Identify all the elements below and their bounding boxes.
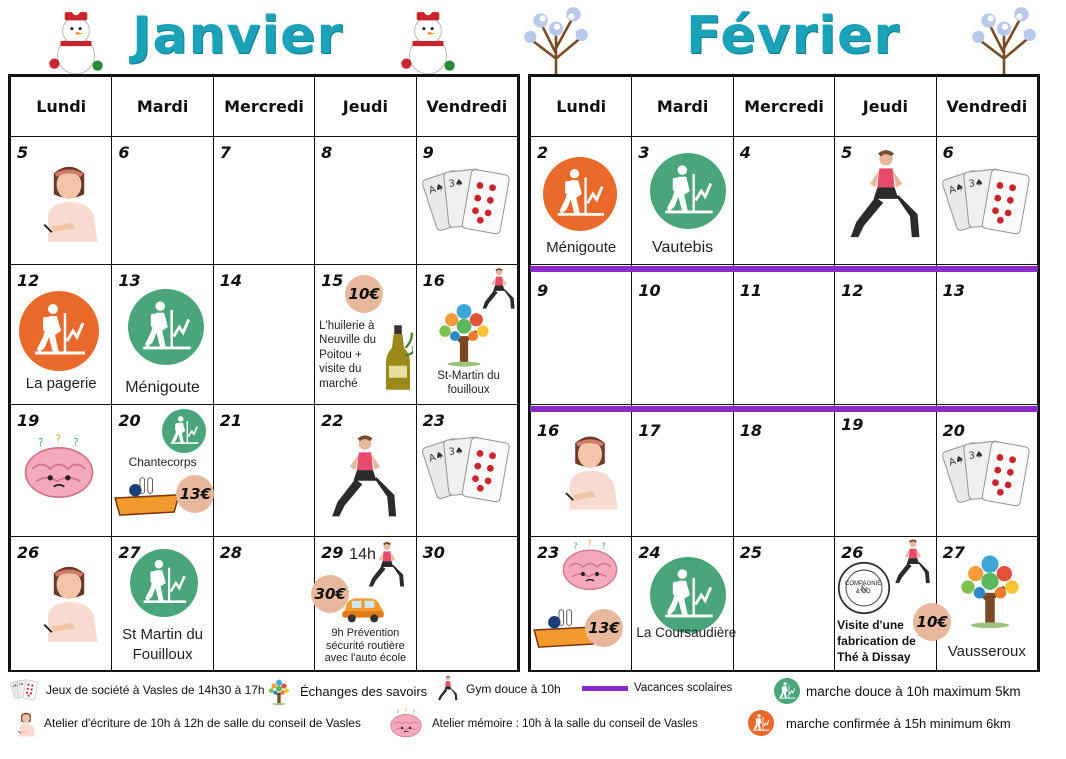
day-number: 28 <box>219 543 243 562</box>
school-holiday-bar <box>530 406 1038 412</box>
activity-caption: St Martin du Fouilloux <box>122 626 204 663</box>
weekday-header: Jeudi <box>835 77 936 137</box>
weekday-header: Mercredi <box>733 77 834 137</box>
frozen-plant-icon <box>520 2 592 74</box>
price-badge: 13€ <box>176 475 214 513</box>
day-cell[interactable] <box>416 265 517 405</box>
playing-cards-icon <box>941 157 1037 247</box>
legend-item <box>582 682 732 694</box>
day-number: 23 <box>537 543 560 562</box>
day-cell[interactable] <box>213 405 314 537</box>
gym-woman-icon <box>325 431 405 527</box>
day-number: 24 <box>638 543 661 562</box>
day-number: 16 <box>422 271 445 290</box>
day-cell[interactable] <box>835 265 936 405</box>
weekday-header: Lundi <box>11 77 112 137</box>
day-number: 25 <box>739 543 763 562</box>
activity-caption: Ménigoute <box>125 379 200 396</box>
weekday-header: Mardi <box>632 77 733 137</box>
day-cell[interactable] <box>733 265 834 405</box>
day-cell[interactable] <box>733 405 834 537</box>
activity-caption: L'huilerie à Neuville du Poitou + visite du marché <box>319 320 377 390</box>
day-cell[interactable] <box>315 265 416 405</box>
hiker-icon <box>774 678 800 704</box>
day-cell[interactable] <box>632 405 733 537</box>
day-cell[interactable] <box>213 137 314 265</box>
february-calendar <box>528 74 1040 672</box>
gym-woman-icon <box>436 674 460 704</box>
day-cell[interactable] <box>936 265 1037 405</box>
tree-icon <box>264 676 294 706</box>
day-number: 5 <box>841 143 853 162</box>
legend-label: Échanges des savoirs <box>300 683 428 699</box>
day-cell[interactable] <box>531 137 632 265</box>
day-number: 4 <box>739 143 751 162</box>
activity-caption: Vausseroux <box>947 643 1026 660</box>
weekday-header: Lundi <box>531 77 632 137</box>
legend-item <box>436 674 561 704</box>
activity-caption: St-Martin du fouilloux <box>437 370 500 397</box>
day-number: 12 <box>17 271 40 290</box>
writing-woman-icon <box>31 149 107 249</box>
day-cell[interactable] <box>531 405 632 537</box>
day-cell[interactable] <box>213 537 314 671</box>
day-cell[interactable] <box>632 537 737 671</box>
weekday-header: Vendredi <box>416 77 517 137</box>
activity-caption: Visite d'une fabrication de Thé à Dissay <box>837 618 916 665</box>
holiday-swatch <box>582 686 628 691</box>
tree-icon <box>947 545 1033 631</box>
legend-item <box>386 708 698 740</box>
time-label: 14h <box>349 546 376 563</box>
day-number: 3 <box>638 143 650 162</box>
day-number: 9 <box>537 281 549 300</box>
day-number: 11 <box>739 281 763 300</box>
legend-label: Atelier d'écriture de 10h à 12h de salle du conseil de Vasles <box>44 716 361 730</box>
car-icon <box>339 593 387 623</box>
day-cell[interactable] <box>112 537 213 671</box>
weekday-header: Mardi <box>112 77 213 137</box>
price-badge: 30€ <box>311 575 349 613</box>
activity-caption: 9h Prévention sécurité routière avec l'auto école <box>324 627 407 665</box>
frozen-plant-icon <box>968 2 1040 74</box>
february-title: Février <box>686 6 900 66</box>
activity-caption: Vautebis <box>652 239 714 256</box>
day-number: 8 <box>321 143 333 162</box>
legend-item <box>748 710 1011 736</box>
day-cell[interactable] <box>416 405 517 537</box>
day-cell[interactable] <box>112 137 213 265</box>
day-number: 6 <box>118 143 130 162</box>
legend-label: Vacances scolaires <box>634 682 733 694</box>
day-number: 7 <box>219 143 231 162</box>
day-cell[interactable] <box>213 265 314 405</box>
day-cell[interactable] <box>416 537 517 671</box>
day-cell[interactable] <box>835 405 936 537</box>
writing-woman-icon <box>31 549 107 649</box>
day-cell[interactable] <box>315 537 416 671</box>
hiker-icon <box>650 153 726 229</box>
activity-caption: Chantecorps <box>128 455 197 469</box>
writing-woman-icon <box>553 419 627 517</box>
day-cell[interactable] <box>315 137 416 265</box>
day-cell[interactable] <box>531 537 632 671</box>
day-cell[interactable] <box>835 537 948 671</box>
day-number: 27 <box>942 543 965 562</box>
january-title: Janvier <box>132 6 344 66</box>
legend-item <box>264 676 427 706</box>
hiker-icon <box>162 409 206 453</box>
day-number: 30 <box>422 543 445 562</box>
activity-caption: Ménigoute <box>546 239 617 256</box>
price-badge: 10€ <box>913 603 951 641</box>
legend-label: Jeux de société à Vasles de 14h30 à 17h <box>46 683 265 697</box>
day-number: 10 <box>638 281 661 300</box>
gym-woman-icon <box>891 539 935 587</box>
price-badge: 10€ <box>345 275 383 313</box>
company-logo-text: COMPAGNIE & CO <box>845 581 882 595</box>
snowman-icon <box>392 6 464 78</box>
day-cell[interactable] <box>112 265 213 405</box>
bowling-icon <box>112 471 182 525</box>
day-number: 19 <box>841 415 864 434</box>
day-number: 13 <box>118 271 141 290</box>
day-number: 23 <box>422 411 445 430</box>
legend-item <box>14 708 361 738</box>
price-badge: 13€ <box>585 609 623 647</box>
hiker-icon <box>543 157 617 231</box>
day-cell[interactable] <box>835 137 936 265</box>
day-number: 21 <box>219 411 243 430</box>
day-number: 17 <box>638 421 661 440</box>
day-cell[interactable] <box>416 137 517 265</box>
day-cell[interactable] <box>632 137 733 265</box>
day-cell[interactable] <box>11 405 112 537</box>
day-cell[interactable] <box>315 405 416 537</box>
legend-label: Gym douce à 10h <box>466 682 561 696</box>
day-cell[interactable] <box>936 537 1037 671</box>
playing-cards-icon <box>421 425 517 515</box>
olive-oil-icon <box>383 317 413 401</box>
january-calendar <box>8 74 520 672</box>
snowman-icon <box>40 6 112 78</box>
weekday-header: Jeudi <box>315 77 416 137</box>
day-cell[interactable] <box>531 265 632 405</box>
hiker-icon <box>650 557 726 633</box>
tree-icon <box>427 295 501 369</box>
legend-label: Atelier mémoire : 10h à la salle du conseil de Vasles <box>432 718 698 730</box>
legend-label: marche douce à 10h maximum 5km <box>806 683 1021 699</box>
hiker-icon <box>130 549 198 617</box>
day-number: 29 <box>321 543 344 562</box>
brain-icon <box>386 708 426 740</box>
day-cell[interactable] <box>936 137 1037 265</box>
activity-caption: La pagerie <box>25 375 97 392</box>
day-cell[interactable] <box>632 265 733 405</box>
day-number: 26 <box>841 543 864 562</box>
legend-item <box>774 678 1021 704</box>
weekday-header: Mercredi <box>213 77 314 137</box>
day-number: 20 <box>118 411 141 430</box>
day-cell[interactable] <box>112 405 213 537</box>
day-number: 26 <box>17 543 40 562</box>
day-number: 12 <box>841 281 864 300</box>
legend-label: marche confirmée à 15h minimum 6km <box>786 715 1011 731</box>
day-cell[interactable] <box>11 265 112 405</box>
hiker-icon <box>748 710 774 736</box>
playing-cards-icon <box>421 157 517 247</box>
day-number: 13 <box>942 281 965 300</box>
gym-woman-icon <box>843 145 929 249</box>
day-number: 18 <box>739 421 763 440</box>
hiker-icon <box>128 289 204 365</box>
hiker-icon <box>19 291 99 371</box>
activity-caption: La Coursaudière <box>636 625 737 640</box>
writing-woman-icon <box>14 708 38 738</box>
brain-icon <box>555 539 625 595</box>
day-cell[interactable] <box>11 537 112 671</box>
day-cell[interactable] <box>733 537 834 671</box>
day-cell[interactable] <box>733 137 834 265</box>
day-number: 9 <box>422 143 434 162</box>
day-number: 2 <box>537 143 549 162</box>
day-number: 14 <box>219 271 243 290</box>
day-number: 20 <box>942 421 965 440</box>
day-number: 5 <box>17 143 29 162</box>
day-number: 15 <box>321 271 344 290</box>
playing-cards-icon <box>941 429 1037 519</box>
day-number: 6 <box>942 143 954 162</box>
day-number: 16 <box>537 421 560 440</box>
school-holiday-bar <box>530 266 1038 272</box>
day-cell[interactable] <box>11 137 112 265</box>
day-number: 19 <box>17 411 40 430</box>
playing-cards-icon <box>10 676 40 704</box>
gym-woman-icon <box>365 541 409 591</box>
weekday-header: Vendredi <box>936 77 1037 137</box>
day-number: 27 <box>118 543 141 562</box>
legend-item <box>10 676 265 704</box>
brain-icon <box>15 431 103 507</box>
day-number: 22 <box>321 411 344 430</box>
day-cell[interactable] <box>936 405 1037 537</box>
